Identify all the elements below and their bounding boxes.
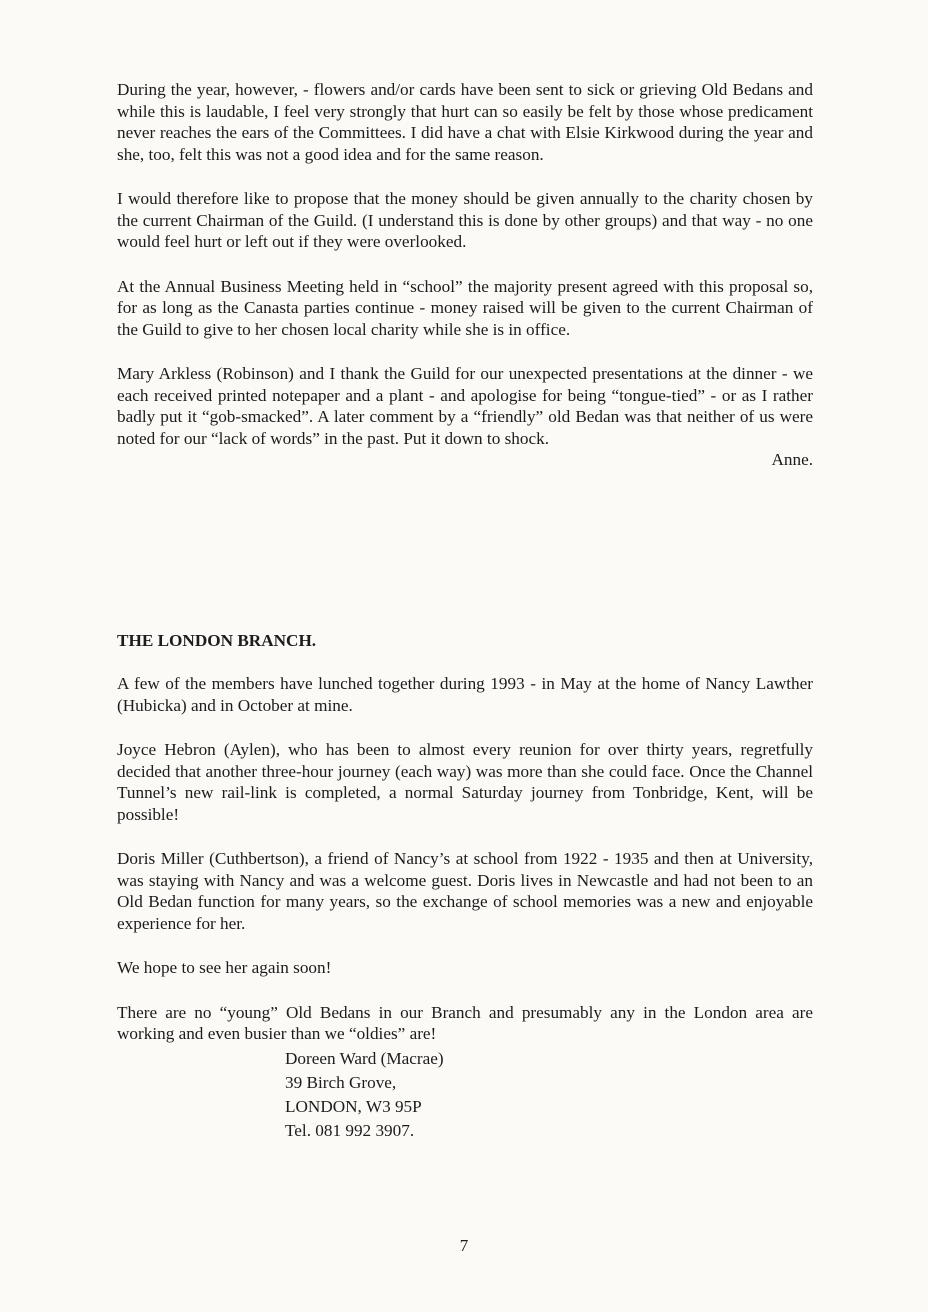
charity-section xyxy=(117,79,813,471)
paragraph-joyce-hebron: Joyce Hebron (Aylen), who has been to almost every reunion for over thirty years, regretfully decided that another three-hour journey (each way) was more than she could face. Once the Channel Tunnel’s new rail-link is completed, a normal Saturday journey from Tonbridge, Kent, will be possible! xyxy=(117,740,813,824)
page-number: 7 xyxy=(459,1236,469,1255)
paragraph-lunches: A few of the members have lunched together during 1993 - in May at the home of Nancy Lawther (Hubicka) and in October at mine. xyxy=(117,674,813,715)
london-branch-section xyxy=(117,673,813,1143)
signoff-anne: Anne. xyxy=(771,450,813,469)
paragraph-doris-miller: Doris Miller (Cuthbertson), a friend of Nancy’s at school from 1922 - 1935 and then at University, was staying with Nancy and was a welcome guest. Doris lives in Newcastle and had not been to an Old Bedan function for many years, so the exchange of school memories was a new and enjoyable experience for her. xyxy=(117,849,813,933)
paragraph-charity-proposal: I would therefore like to propose that the money should be given annually to the charity chosen by the current Chairman of the Guild. (I understand this is done by other groups) and that way - no one would feel hurt or left out if they were overlooked. xyxy=(117,189,813,251)
contact-address-block xyxy=(285,1047,813,1143)
address-street: 39 Birch Grove, xyxy=(285,1072,397,1092)
paragraph-hope-to-see: We hope to see her again soon! xyxy=(117,958,332,977)
section-heading-london-branch: THE LONDON BRANCH. xyxy=(117,631,317,650)
paragraph-young-bedans: There are no “young” Old Bedans in our Branch and presumably any in the London area are working and even busier than we “oldies” are! xyxy=(117,1002,813,1043)
paragraph-flowers-cards: During the year, however, - flowers and/or cards have been sent to sick or grieving Old Bedans and while this is laudable, I feel very strongly that hurt can so easily be felt by those whose predicament never reaches the ears of the Committees. I did have a chat with Elsie Kirkwood during the year and she, too, felt this was not a good idea and for the same reason. xyxy=(117,80,813,164)
address-telephone: Tel. 081 992 3907. xyxy=(285,1120,415,1140)
paragraph-presentations: Mary Arkless (Robinson) and I thank the Guild for our unexpected presentations at the dinner - we each received printed notepaper and a plant - and apologise for being “tongue-tied” - or as I rather badly put it “gob-smacked”. A later comment by a “friendly” old Bedan was that neither of us were noted for our “lack of words” in the past. Put it down to shock. xyxy=(117,364,813,448)
address-name: Doreen Ward (Macrae) xyxy=(285,1048,444,1068)
address-city: LONDON, W3 95P xyxy=(285,1096,422,1116)
paragraph-annual-meeting: At the Annual Business Meeting held in “school” the majority present agreed with this proposal so, for as long as the Canasta parties continue - money raised will be given to the current Chairman of the Guild to give to her chosen local charity while she is in office. xyxy=(117,276,813,339)
